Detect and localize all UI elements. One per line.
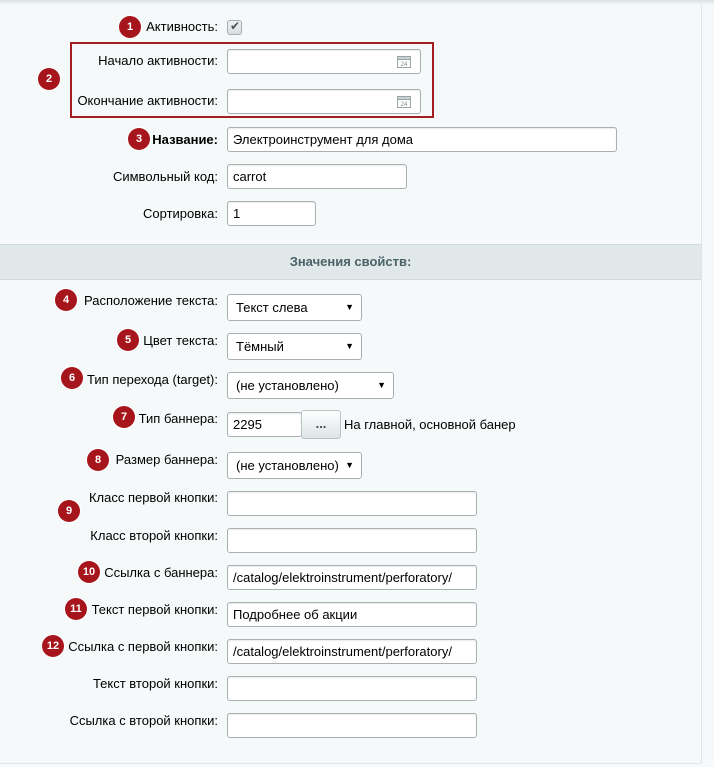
- btn1-link-input[interactable]: /catalog/elektroinstrument/perforatory/: [227, 639, 477, 664]
- banner-type-description: На главной, основной банер: [344, 417, 516, 432]
- calendar-icon[interactable]: [397, 55, 411, 68]
- btn2-link-input[interactable]: [227, 713, 477, 738]
- name-input[interactable]: Электроинструмент для дома: [227, 127, 617, 152]
- text-color-select[interactable]: Тёмный ▼: [227, 333, 362, 360]
- text-position-select[interactable]: Текст слева ▼: [227, 294, 362, 321]
- dropdown-arrow-icon: ▼: [377, 380, 386, 390]
- code-label: Символьный код:: [112, 169, 218, 184]
- target-select[interactable]: (не установлено) ▼: [227, 372, 394, 399]
- target-label: Тип перехода (target):: [87, 372, 218, 387]
- step-badge: 5: [117, 329, 139, 351]
- step-badge: 3: [128, 128, 150, 150]
- name-label: Название:: [152, 132, 218, 147]
- banner-size-select[interactable]: (не установлено) ▼: [227, 452, 362, 479]
- btn1-class-input[interactable]: [227, 491, 477, 516]
- calendar-icon[interactable]: [397, 95, 411, 108]
- code-input[interactable]: carrot: [227, 164, 407, 189]
- dropdown-arrow-icon: ▼: [345, 460, 354, 470]
- dropdown-arrow-icon: ▼: [345, 302, 354, 312]
- btn2-text-input[interactable]: [227, 676, 477, 701]
- properties-section-header: Значения свойств:: [0, 244, 701, 280]
- active-checkbox[interactable]: [227, 20, 242, 35]
- btn2-class-label: Класс второй кнопки:: [90, 528, 218, 543]
- btn1-text-label: Текст первой кнопки:: [91, 602, 218, 617]
- text-color-label: Цвет текста:: [143, 333, 218, 348]
- step-badge: 6: [61, 367, 83, 389]
- text-position-label: Расположение текста:: [84, 293, 218, 308]
- step-badge: 7: [113, 406, 135, 428]
- dropdown-arrow-icon: ▼: [345, 341, 354, 351]
- btn1-link-label: Ссылка с первой кнопки:: [68, 639, 218, 654]
- banner-link-label: Ссылка с баннера:: [104, 565, 218, 580]
- sort-label: Сортировка:: [143, 206, 218, 221]
- btn2-text-label: Текст второй кнопки:: [92, 676, 218, 691]
- active-from-input[interactable]: [227, 49, 421, 74]
- step-badge: 9: [58, 500, 80, 522]
- sort-input[interactable]: 1: [227, 201, 316, 226]
- step-badge: 10: [78, 561, 100, 583]
- banner-link-input[interactable]: /catalog/elektroinstrument/perforatory/: [227, 565, 477, 590]
- btn1-class-label: Класс первой кнопки:: [88, 490, 218, 505]
- active-from-label: Начало активности:: [98, 53, 218, 68]
- svg-text:24: 24: [400, 62, 408, 68]
- step-badge: 2: [38, 68, 60, 90]
- banner-size-label: Размер баннера:: [115, 452, 218, 467]
- active-to-label: Окончание активности:: [77, 93, 218, 108]
- step-badge: 4: [55, 289, 77, 311]
- btn2-link-label: Ссылка с второй кнопки:: [69, 713, 218, 728]
- svg-text:24: 24: [400, 102, 408, 108]
- banner-type-label: Тип баннера:: [138, 411, 218, 426]
- checkmark-icon: ✔: [230, 19, 241, 33]
- step-badge: 11: [65, 598, 87, 620]
- btn1-text-input[interactable]: Подробнее об акции: [227, 602, 477, 627]
- active-to-input[interactable]: [227, 89, 421, 114]
- step-badge: 8: [87, 449, 109, 471]
- active-label: Активность:: [146, 19, 218, 34]
- step-badge: 12: [42, 635, 64, 657]
- banner-type-input[interactable]: 2295: [227, 412, 302, 437]
- btn2-class-input[interactable]: [227, 528, 477, 553]
- browse-button[interactable]: ...: [301, 410, 341, 439]
- step-badge: 1: [119, 16, 141, 38]
